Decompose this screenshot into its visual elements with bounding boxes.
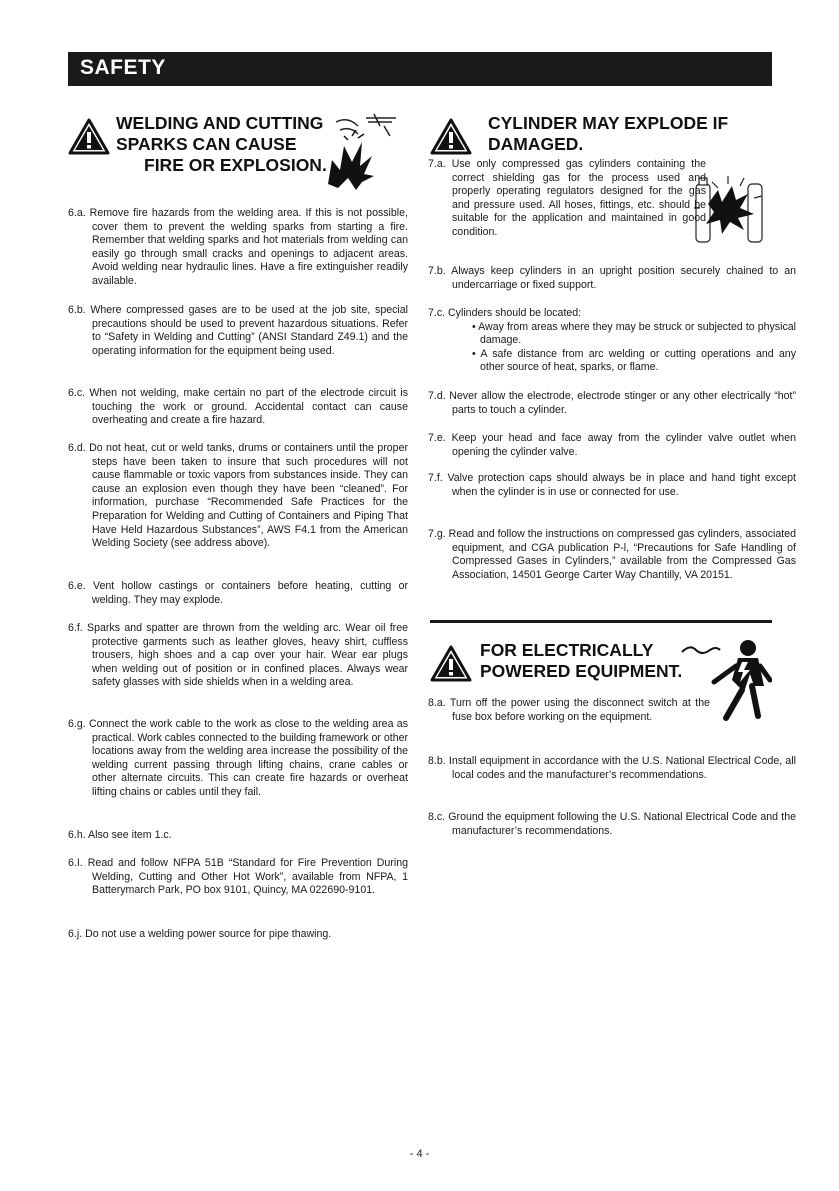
sparks-explosion-icon bbox=[322, 112, 402, 192]
list-item: 7.e. Keep your head and face away from the cylinder valve outlet when opening the cylinder valve. bbox=[428, 432, 796, 458]
warning-triangle-icon bbox=[68, 118, 110, 156]
list-item: 6.e. Vent hollow castings or containers before heating, cutting or welding. They may explode. bbox=[68, 580, 408, 606]
list-item: 6.b. Where compressed gases are to be used at the job site, special precautions should be used to prevent hazardous situations. Refer to “Safety in Welding and Cutting” (ANSI Standard Z49.1) and the operating information for the equipment being used. bbox=[68, 304, 408, 357]
electrical-heading: FOR ELECTRICALLY POWERED EQUIPMENT. bbox=[480, 640, 683, 681]
list-item: 7.g. Read and follow the instructions on compressed gas cylinders, associated equipment, and CGA publication P-l, “Precautions for Safe Handling of Compressed Gases in Cylinders,” available from the Compressed Gas Association, 14501 George Carter Way Chantilly, VA 20151. bbox=[428, 528, 796, 581]
fire-heading: WELDING AND CUTTING SPARKS CAN CAUSE FIRE OR EXPLOSION. bbox=[116, 113, 327, 175]
list-item: 6.I. Read and follow NFPA 51B “Standard for Fire Prevention During Welding, Cutting and Other Hot Work”, available from NFPA, 1 Batterymarch Park, PO box 9101, Quincy, MA 022690-9101. bbox=[68, 857, 408, 897]
list-item: 7.f. Valve protection caps should always be in place and hand tight except when the cylinder is in use or connected for use. bbox=[428, 472, 797, 498]
section-header-bar bbox=[68, 52, 772, 86]
list-item: 8.b. Install equipment in accordance with the U.S. National Electrical Code, all local codes and the manufacturer’s recommendations. bbox=[428, 755, 796, 781]
list-item: 7.c. Cylinders should be located: • Away from areas where they may be struck or subjected to physical damage. • A safe distance from arc welding or cutting operations and any other source of heat, sparks, or flame. bbox=[428, 307, 796, 374]
list-item: 7.a. Use only compressed gas cylinders containing the correct shielding gas for the process used and properly operating regulators designed for the gas and pressure used. All hoses, fittings, etc. should be suitable for the application and maintained in good condition. bbox=[428, 158, 706, 238]
list-item: 6.j. Do not use a welding power source for pipe thawing. bbox=[68, 928, 332, 940]
bullet-item: • Away from areas where they may be struck or subjected to physical damage. bbox=[472, 320, 796, 347]
list-item: 6.h. Also see item 1.c. bbox=[68, 829, 172, 841]
cylinder-heading: CYLINDER MAY EXPLODE IF DAMAGED. bbox=[488, 113, 729, 154]
list-item: 6.g. Connect the work cable to the work as close to the welding area as practical. Work cables connected to the building framework or other locations away from the welding area increase the possibility of the welding current passing through lifting chains, crane cables or other alternate circuits. This can create fire hazards or overheat lifting chains or cables until they fail. bbox=[68, 718, 409, 798]
warning-triangle-icon bbox=[430, 118, 472, 156]
list-item: 8.c. Ground the equipment following the U.S. National Electrical Code and the manufacturer’s recommendations. bbox=[428, 811, 796, 837]
list-item: 6.f. Sparks and spatter are thrown from the welding arc. Wear oil free protective garments such as leather gloves, heavy shirt, cuffless trousers, high shoes and a cap over your hair. Wear ear plugs when welding out of position or in confined places. Always wear safety glasses with side shields when in a welding area. bbox=[68, 622, 408, 689]
warning-triangle-icon bbox=[430, 645, 472, 683]
list-item: 6.d. Do not heat, cut or weld tanks, drums or containers until the proper steps have been taken to insure that such procedures will not cause flammable or toxic vapors from substances inside. They can cause an explosion even though they have been “cleaned”. For information, purchase “Recommended Safe Practices for the Preparation for Welding and Cutting of Containers and Piping That Have Held Hazardous Substances”, AWS F4.1 from the American Welding Society (see address above). bbox=[68, 442, 408, 550]
list-item: 6.c. When not welding, make certain no part of the electrode circuit is touching the work or ground. Accidental contact can cause overheating and create a fire hazard. bbox=[68, 387, 408, 427]
section-divider bbox=[430, 620, 772, 623]
list-item: 7.b. Always keep cylinders in an upright position securely chained to an undercarriage or fixed support. bbox=[428, 265, 797, 291]
page-number: - 4 - bbox=[409, 1148, 430, 1160]
list-item: 7.d. Never allow the electrode, electrode stinger or any other electrically “hot” parts to touch a cylinder. bbox=[428, 390, 796, 416]
list-item: 6.a. Remove fire hazards from the welding area. If this is not possible, cover them to prevent the welding sparks from starting a fire. Remember that welding sparks and hot materials from welding can easily go through small cracks and openings to adjacent areas. Avoid welding near hydraulic lines. Have a fire extinguisher readily available. bbox=[68, 207, 408, 287]
list-item: 8.a. Turn off the power using the disconnect switch at the fuse box before working on the equipment. bbox=[428, 697, 710, 723]
bullet-item: • A safe distance from arc welding or cutting operations and any other source of heat, sparks, or flame. bbox=[472, 347, 796, 374]
section-title: SAFETY bbox=[80, 56, 166, 79]
